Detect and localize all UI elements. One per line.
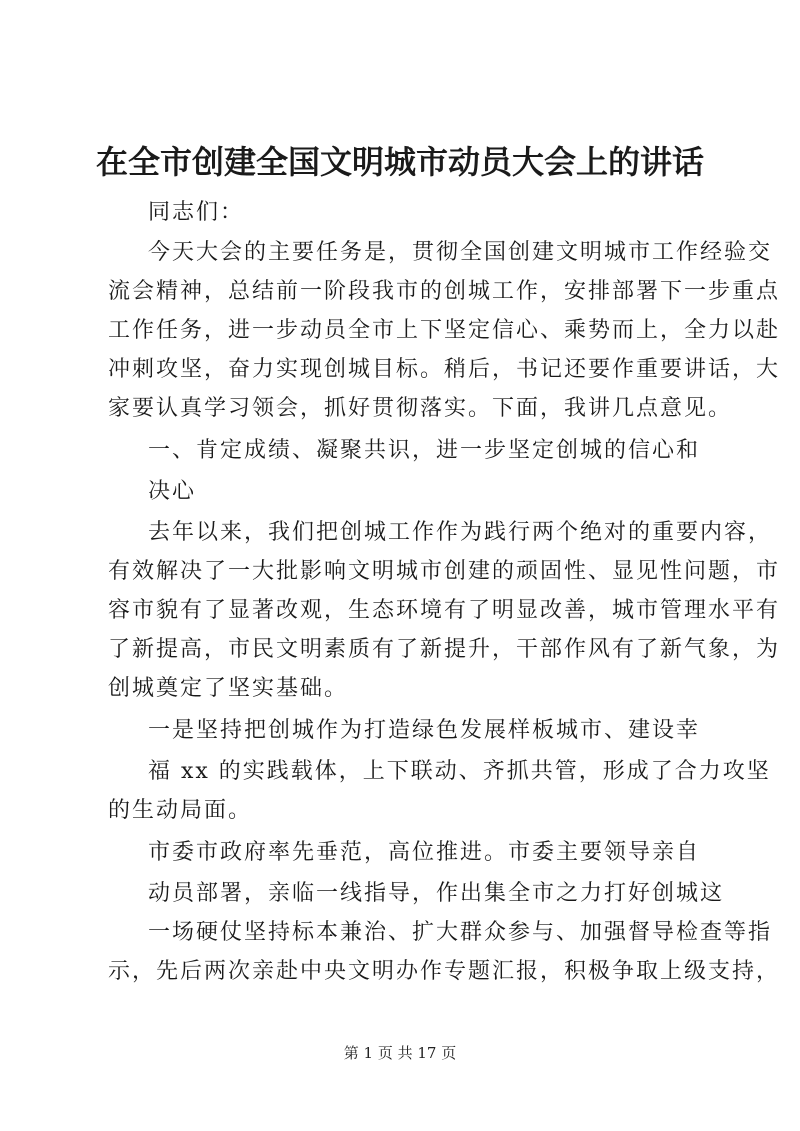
paragraph-line: 去年以来，我们把创城工作作为践行两个绝对的重要内容， bbox=[148, 520, 773, 545]
paragraph-line: 工作任务，进一步动员全市上下坚定信心、乘势而上，全力以赴 bbox=[108, 318, 781, 343]
document-title: 在全市创建全国文明城市动员大会上的讲话 bbox=[95, 143, 704, 181]
paragraph-line: 有效解决了一大批影响文明城市创建的顽固性、显见性问题，市 bbox=[108, 559, 781, 584]
paragraph-line: 家要认真学习领会，抓好贯彻落实。下面，我讲几点意见。 bbox=[108, 396, 733, 421]
paragraph-line: 流会精神，总结前一阶段我市的创城工作，安排部署下一步重点 bbox=[108, 279, 781, 304]
paragraph-line: 动员部署，亲临一线指导，作出集全市之力打好创城这 bbox=[148, 881, 725, 906]
paragraph-line: 福 xx 的实践载体，上下联动、齐抓共管，形成了合力攻坚 bbox=[148, 759, 771, 784]
page-number-footer: 第 1 页 共 17 页 bbox=[343, 1044, 457, 1062]
paragraph-line: 一是坚持把创城作为打造绿色发展样板城市、建设幸 bbox=[148, 718, 701, 743]
paragraph-line: 了新提高，市民文明素质有了新提升，干部作风有了新气象，为 bbox=[108, 637, 781, 662]
paragraph-line: 今天大会的主要任务是，贯彻全国创建文明城市工作经验交 bbox=[148, 240, 773, 265]
paragraph-line: 市委市政府率先垂范，高位推进。市委主要领导亲自 bbox=[148, 840, 701, 865]
paragraph-line: 的生动局面。 bbox=[108, 798, 253, 823]
salutation: 同志们： bbox=[148, 200, 245, 225]
paragraph-line: 冲刺攻坚，奋力实现创城目标。稍后，书记还要作重要讲话，大 bbox=[108, 357, 781, 382]
paragraph-line: 示，先后两次亲赴中央文明办作专题汇报，积极争取上级支持， bbox=[108, 959, 781, 984]
paragraph-line: 容市貌有了显著改观，生态环境有了明显改善，城市管理水平有 bbox=[108, 598, 781, 623]
paragraph-line: 创城奠定了坚实基础。 bbox=[108, 676, 349, 701]
section-heading-line: 一、肯定成绩、凝聚共识，进一步坚定创城的信心和 bbox=[148, 438, 701, 463]
section-heading-line: 决心 bbox=[148, 479, 197, 504]
paragraph-line: 一场硬仗坚持标本兼治、扩大群众参与、加强督导检查等指 bbox=[148, 920, 773, 945]
